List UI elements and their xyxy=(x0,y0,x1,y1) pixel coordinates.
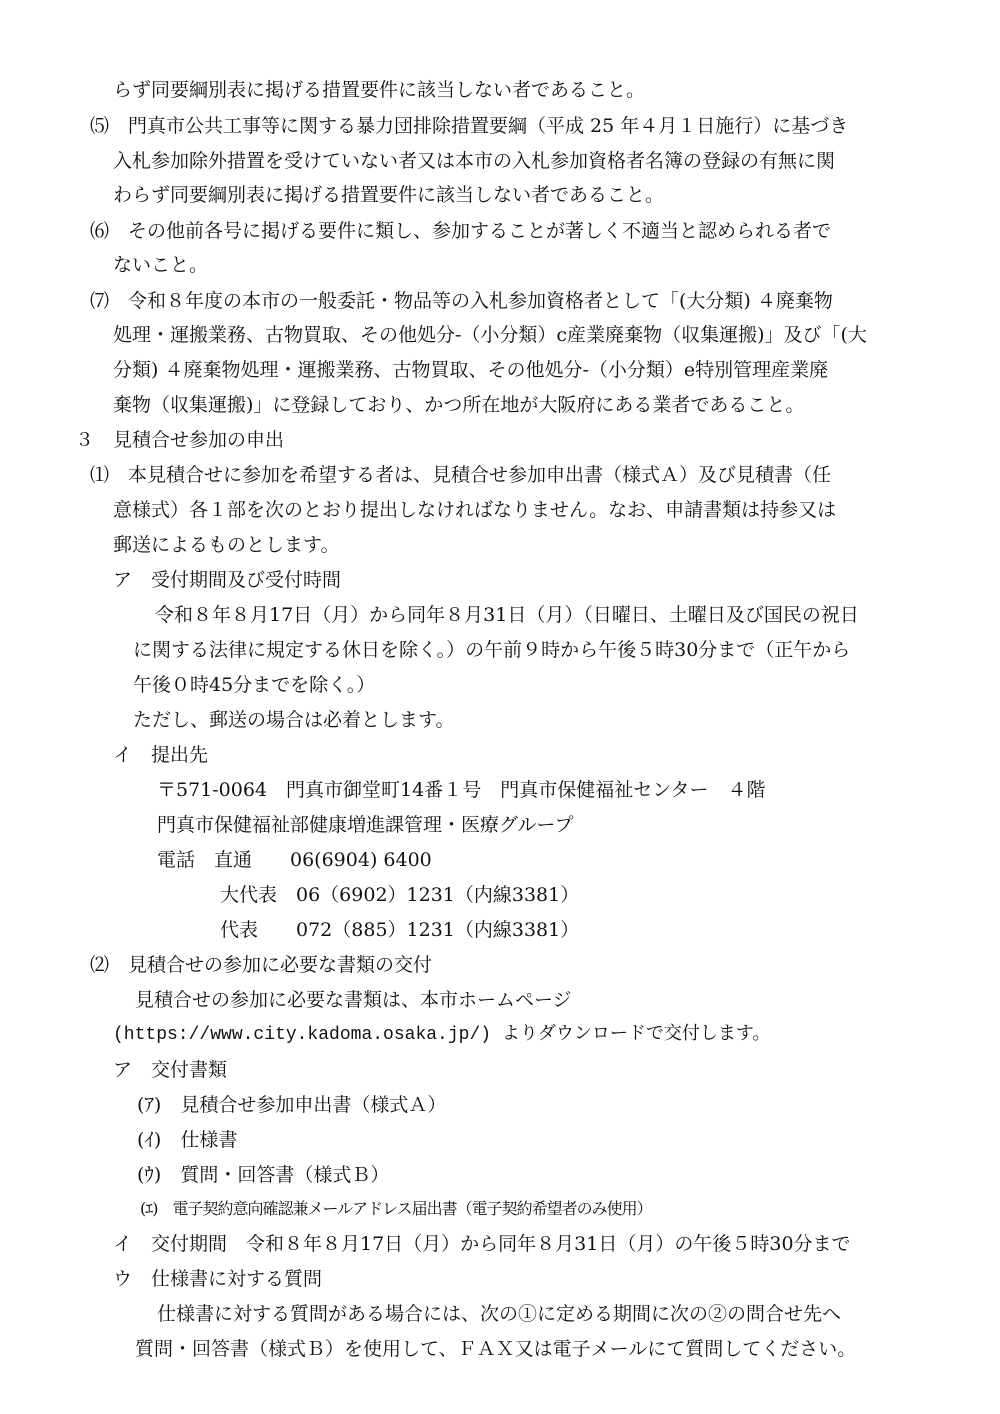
subheading-a: ア 交付書類 xyxy=(113,1059,228,1081)
document-item: (ｱ) 見積合せ参加申出書（様式Ａ） xyxy=(137,1094,447,1116)
document-item: (ｴ) 電子契約意向確認兼メールアドレス届出書（電子契約希望者のみ使用） xyxy=(140,1199,652,1218)
text-line: 入札参加除外措置を受けていない者又は本市の入札参加資格者名簿の登録の有無に関 xyxy=(113,150,836,172)
text-line: ただし、郵送の場合は必着とします。 xyxy=(133,709,455,731)
text-line: らず同要綱別表に掲げる措置要件に該当しない者であること。 xyxy=(113,79,646,101)
item-7: ⑺ 令和８年度の本市の一般委託・物品等の入札参加資格者として「(大分類) ４廃棄物 xyxy=(90,290,833,312)
text-line: 令和８年８月17日（月）から同年８月31日（月）（日曜日、土曜日及び国民の祝日 xyxy=(155,604,859,626)
text-line: に関する法律に規定する休日を除く。）の午前９時から午後５時30分まで（正午から xyxy=(133,639,851,661)
distribution-period: イ 交付期間 令和８年８月17日（月）から同年８月31日（月）の午後５時30分まで xyxy=(113,1233,851,1255)
text-line: わらず同要綱別表に掲げる措置要件に該当しない者であること。 xyxy=(113,184,665,206)
item-1: ⑴ 本見積合せに参加を希望する者は、見積合せ参加申出書（様式Ａ）及び見積書（任 xyxy=(90,464,832,486)
phone-main: 大代表 06（6902）1231（内線3381） xyxy=(220,884,580,906)
item-2: ⑵ 見積合せの参加に必要な書類の交付 xyxy=(90,954,433,976)
subheading-a: ア 受付期間及び受付時間 xyxy=(113,569,342,591)
text-line: 意様式）各１部を次のとおり提出しなければなりません。なお、申請書類は持参又は xyxy=(113,499,837,521)
text-line: 棄物（収集運搬)」に登録しており、かつ所在地が大阪府にある業者であること。 xyxy=(113,394,805,416)
text-line: 郵送によるものとします。 xyxy=(113,534,340,556)
text-line: ないこと。 xyxy=(113,254,209,276)
document-item: (ｳ) 質問・回答書（様式Ｂ） xyxy=(137,1164,390,1186)
item-5: ⑸ 門真市公共工事等に関する暴力団排除措置要綱（平成 25 年４月１日施行）に基づき xyxy=(90,115,849,137)
address-line: 〒571-0064 門真市御堂町14番１号 門真市保健福祉センター ４階 xyxy=(157,779,766,801)
text-line: 仕様書に対する質問がある場合には、次の①に定める期間に次の②の問合せ先へ xyxy=(157,1303,842,1325)
text-line: 午後０時45分までを除く。） xyxy=(133,674,376,696)
homepage-url-line: (https://www.city.kadoma.osaka.jp/) よりダウンロードで交付します。 xyxy=(113,1025,771,1045)
text-line: 分類) ４廃棄物処理・運搬業務、古物買取、その他処分-（小分類）e特別管理産業廃 xyxy=(113,359,829,381)
document-item: (ｲ) 仕様書 xyxy=(137,1129,238,1151)
phone-representative: 代表 072（885）1231（内線3381） xyxy=(220,919,580,941)
subheading-u: ウ 仕様書に対する質問 xyxy=(113,1268,323,1290)
subheading-i: イ 提出先 xyxy=(113,744,209,766)
department-line: 門真市保健福祉部健康増進課管理・医療グループ xyxy=(157,814,574,836)
text-line: 質問・回答書（様式Ｂ）を使用して、ＦＡＸ又は電子メールにて質問してください。 xyxy=(135,1338,857,1360)
text-line: 見積合せの参加に必要な書類は、本市ホームページ xyxy=(135,989,572,1011)
phone-direct: 電話 直通 06(6904) 6400 xyxy=(157,849,432,871)
item-6: ⑹ その他前各号に掲げる要件に類し、参加することが著しく不適当と認められる者で xyxy=(90,220,832,242)
section-3-heading: ３ 見積合せ参加の申出 xyxy=(75,429,285,451)
text-line: 処理・運搬業務、古物買取、その他処分-（小分類）c産業廃棄物（収集運搬)」及び「(大 xyxy=(113,324,867,346)
